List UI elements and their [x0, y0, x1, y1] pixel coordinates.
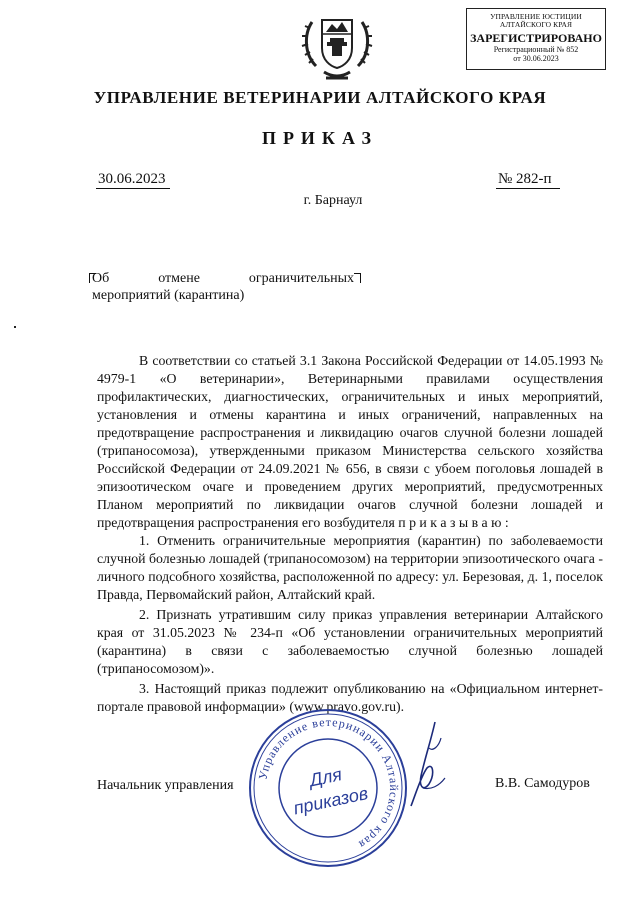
seal-center-line-2: приказов	[291, 783, 370, 819]
document-body	[97, 352, 603, 716]
subject-line-2: мероприятий (карантина)	[92, 288, 245, 303]
margin-dot	[14, 326, 16, 328]
seal-center-line-1: Для	[307, 764, 344, 791]
subject-word: Об	[92, 271, 110, 286]
registration-date: от 30.06.2023	[513, 54, 559, 63]
subject-word: отмене	[158, 271, 200, 286]
subject-corner-right	[354, 273, 361, 283]
coat-of-arms-icon	[296, 6, 378, 88]
registration-stamp	[466, 8, 606, 70]
organization-title: УПРАВЛЕНИЕ ВЕТЕРИНАРИИ АЛТАЙСКОГО КРАЯ	[93, 88, 547, 107]
signatory-name: В.В. Самодуров	[495, 776, 590, 791]
official-seal	[247, 707, 409, 869]
order-item-3: 3. Настоящий приказ подлежит опубликованию на «Официальном интернет-портале правовой информации» (www.pravo.gov.ru).	[97, 681, 603, 714]
registration-status: ЗАРЕГИСТРИРОВАНО	[470, 31, 602, 45]
order-item-1: 1. Отменить ограничительные мероприятия (карантин) по заболеваемости случной болезнью лошадей (трипаносомозом) на территории эпизоотического очага - личного подсобного хозяйства, расположенной по адресу: ул. Березовая, д. 1, поселок Правда, Первомайский район, Алтайский край.	[97, 533, 603, 602]
preamble-paragraph: В соответствии со статьей 3.1 Закона Российской Федерации от 14.05.1993 № 4979-1 «О ветеринарии», Ветеринарными правилами осуществления профилактических, диагностических, ограничительных и иных мероприятий, установления и отмены карантина и иных ограничений, направленных на предотвращение распространения и ликвидацию очагов случной болезни лошадей (трипаносомоза), утвержденными приказом Министерства сельского хозяйства Российской Федерации от 24.09.2021 № 656, в связи с убоем поголовья лошадей в эпизоотическом очаге и проведением других мероприятий, предусмотренных Планом мероприятий по ликвидации очагов случной болезни лошадей и предотвращения распространения его возбудителя п р и к а з ы в а ю :	[97, 353, 603, 530]
subject-word: ограничительных	[248, 271, 354, 286]
document-type: ПРИКАЗ	[261, 128, 379, 148]
seal-ring-text: Управление ветеринарии Алтайского края	[255, 714, 402, 853]
document-subject	[92, 270, 354, 304]
order-item-2: 2. Признать утратившим силу приказ управления ветеринарии Алтайского края от 31.05.2023 № 234-п «Об установлении ограничительных мероприятий (карантина) в связи с заболеваемостью случной болезнью лошадей (трипаносомозом)».	[97, 607, 603, 676]
handwritten-signature	[405, 718, 449, 810]
registration-region: АЛТАЙСКОГО КРАЯ	[499, 20, 573, 29]
document-date: 30.06.2023	[96, 171, 170, 189]
document-city: г. Барнаул	[303, 193, 363, 208]
signatory-title: Начальник управления	[97, 778, 234, 793]
registration-authority: УПРАВЛЕНИЕ ЮСТИЦИИ	[490, 12, 582, 21]
registration-number: Регистрационный № 852	[493, 45, 579, 54]
subject-line-1	[92, 270, 354, 287]
document-number: № 282-п	[496, 171, 560, 189]
subject-corner-left	[89, 273, 96, 283]
